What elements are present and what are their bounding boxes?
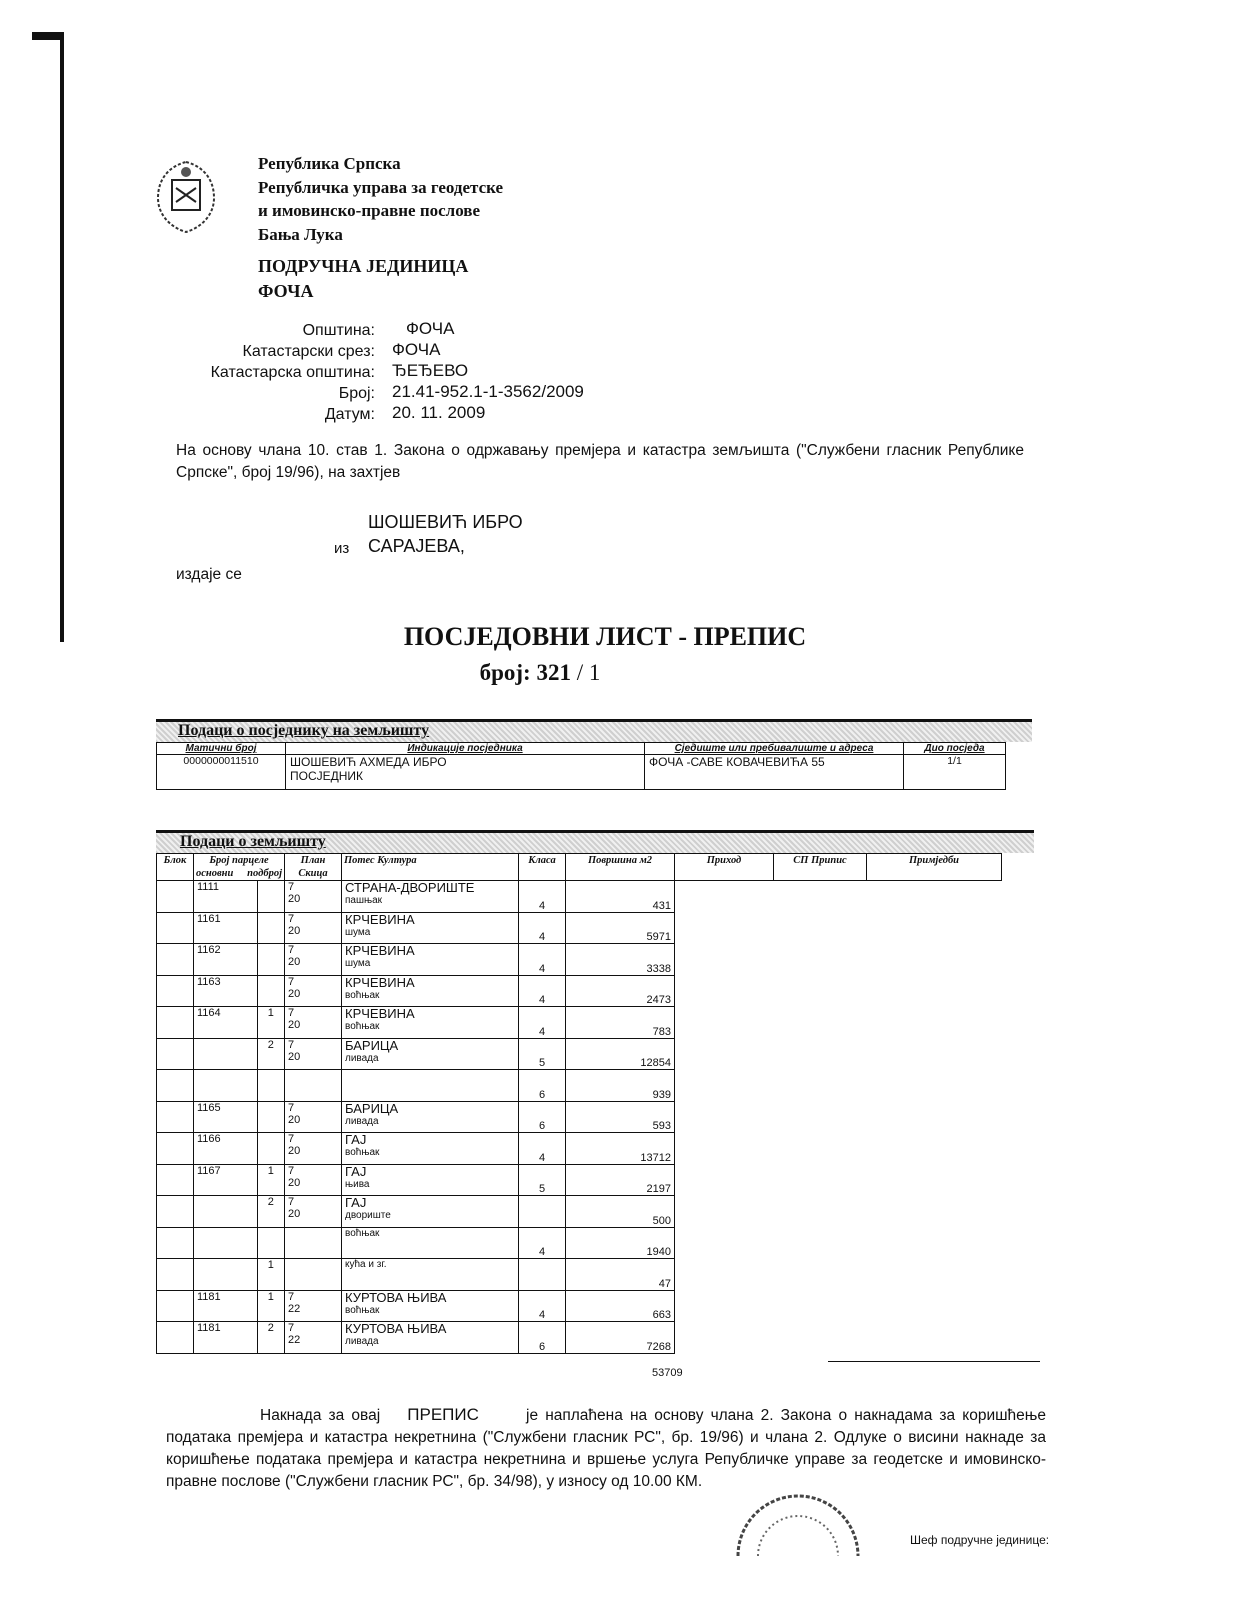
cell-income [675, 1259, 774, 1291]
cell-blok [157, 881, 194, 913]
cell-blok [157, 1196, 194, 1228]
table-row [157, 975, 1002, 1007]
table-row [157, 912, 1002, 944]
cell-potes [342, 1101, 519, 1133]
cell-sp [774, 1290, 867, 1322]
cell-sp [774, 1038, 867, 1070]
cell-potes [342, 1133, 519, 1165]
meta-labels [150, 320, 375, 425]
cell-sp [774, 912, 867, 944]
fee-paragraph [166, 1404, 1046, 1493]
cell-plan [285, 1259, 342, 1291]
cell-parcel-base [194, 1227, 258, 1259]
plan-number: 7 [288, 1196, 295, 1208]
cell-parcel-base: 1166 [194, 1133, 258, 1165]
header-line: Бања Лука [258, 224, 343, 244]
unit-line: ПОДРУЧНА ЈЕДИНИЦА [258, 256, 469, 276]
col-parcel-base: основни [196, 868, 234, 879]
cell-sp [774, 1070, 867, 1102]
requester-name: ШОШЕВИЋ ИБРО [368, 512, 523, 532]
owner-role: ПОСЈЕДНИК [290, 769, 364, 783]
table-row [157, 881, 1002, 913]
culture-name: шума [345, 926, 371, 938]
culture-name: воћњак [345, 1304, 380, 1316]
cell-parcel-base: 1165 [194, 1101, 258, 1133]
cell-income [675, 1322, 774, 1354]
cell-klasa: 4 [519, 944, 566, 976]
cell-potes [342, 881, 519, 913]
cell-plan [285, 1164, 342, 1196]
plan-number: 7 [288, 1038, 295, 1051]
cell-parcel-sub [257, 881, 284, 913]
cell-income [675, 1007, 774, 1039]
cell-potes [342, 1038, 519, 1070]
cell-plan [285, 1038, 342, 1070]
owner-section-title: Подаци о посједнику на земљишту [178, 722, 430, 739]
cell-notes [867, 912, 1002, 944]
table-row [157, 1133, 1002, 1165]
cell-area: 1940 [566, 1227, 675, 1259]
culture-name: воћњак [345, 989, 380, 1001]
cell-potes [342, 1290, 519, 1322]
cell-sp [774, 881, 867, 913]
cell-parcel-base [194, 1259, 258, 1291]
cell-parcel-sub [257, 1133, 284, 1165]
table-row [157, 1196, 1002, 1228]
cell-parcel-base: 1161 [194, 912, 258, 944]
cell-parcel-sub [257, 1101, 284, 1133]
owner-header-share: Дио посједа [904, 743, 1006, 755]
cell-area: 783 [566, 1007, 675, 1039]
cell-plan [285, 1227, 342, 1259]
cell-parcel-base: 1181 [194, 1290, 258, 1322]
cell-sp [774, 1322, 867, 1354]
cell-parcel-sub: 2 [257, 1038, 284, 1070]
cell-notes [867, 1038, 1002, 1070]
plan-number: 7 [288, 1133, 295, 1145]
table-row [157, 1070, 1002, 1102]
cell-blok [157, 944, 194, 976]
cell-income [675, 1227, 774, 1259]
cell-parcel-sub: 2 [257, 1196, 284, 1228]
sketch-number: 20 [288, 1050, 301, 1063]
date-label: Датум: [324, 406, 375, 423]
number-value: 321 [536, 660, 571, 685]
col-parcel-label: Број парцеле [209, 855, 269, 866]
header-line: Републичка управа за геодетске [258, 177, 504, 197]
cell-klasa: 4 [519, 975, 566, 1007]
culture-name: ливада [345, 1115, 379, 1127]
potes-name: ГАЈ [345, 1163, 367, 1179]
cell-sp [774, 1133, 867, 1165]
total-area: 53709 [652, 1367, 683, 1379]
coat-of-arms-icon [152, 158, 220, 234]
sketch-number: 22 [288, 1334, 301, 1346]
cell-area: 939 [566, 1070, 675, 1102]
cell-plan [285, 1290, 342, 1322]
culture-name: ливада [345, 1336, 379, 1347]
cell-notes [867, 1227, 1002, 1259]
plan-number: 7 [288, 1290, 295, 1303]
owner-header-id: Матични број [157, 743, 286, 755]
cell-income [675, 912, 774, 944]
date-value: 20. 11. 2009 [392, 403, 486, 422]
cell-blok [157, 1007, 194, 1039]
cell-parcel-sub: 1 [257, 1259, 284, 1291]
document-number [0, 660, 1080, 686]
col-income: Приход [675, 854, 774, 881]
potes-name: ГАЈ [345, 1132, 367, 1147]
cell-plan [285, 1101, 342, 1133]
header-line: Република Српска [258, 154, 401, 173]
requester-from-label: из [334, 540, 350, 557]
owner-address: ФОЧА -САВЕ КОВАЧЕВИЋА 55 [645, 755, 904, 790]
cell-klasa: 5 [519, 1164, 566, 1196]
cell-area: 2197 [566, 1164, 675, 1196]
cell-blok [157, 1322, 194, 1354]
issued-text: издаје се [176, 566, 242, 583]
intro-paragraph: На основу члана 10. став 1. Закона о одржавању премјера и катастра земљишта ("Службени гласник Републике Српске", број 19/96), на захтјев [176, 442, 1024, 481]
cell-potes [342, 912, 519, 944]
cell-potes [342, 1164, 519, 1196]
cell-parcel-sub [257, 1227, 284, 1259]
cell-blok [157, 1227, 194, 1259]
cell-potes [342, 1070, 519, 1102]
cell-klasa: 4 [519, 1290, 566, 1322]
cell-klasa: 6 [519, 1322, 566, 1354]
col-parcel-subno: подброј [247, 868, 282, 879]
land-table [156, 853, 1002, 1354]
cell-income [675, 881, 774, 913]
potes-name: КРЧЕВИНА [345, 1006, 415, 1021]
cell-sp [774, 1196, 867, 1228]
cell-area: 12854 [566, 1038, 675, 1070]
cell-plan [285, 1133, 342, 1165]
sketch-number: 20 [288, 1145, 301, 1157]
cell-area: 663 [566, 1290, 675, 1322]
col-parcel [194, 854, 285, 881]
col-plan: План Скица [285, 854, 342, 881]
signature-label: Шеф подручне јединице: [910, 1533, 1050, 1547]
potes-name: КУРТОВА ЊИВА [345, 1321, 447, 1336]
potes-name: БАРИЦА [345, 1037, 399, 1053]
cell-blok [157, 1133, 194, 1165]
owner-section-bar [156, 719, 1032, 742]
cell-klasa: 5 [519, 1038, 566, 1070]
owner-share: 1/1 [904, 755, 1006, 790]
table-row [157, 1007, 1002, 1039]
cell-parcel-base: 1181 [194, 1322, 258, 1354]
cell-area: 5971 [566, 912, 675, 944]
potes-name: КРЧЕВИНА [345, 911, 415, 927]
cell-sp [774, 1164, 867, 1196]
cell-parcel-base: 1167 [194, 1164, 258, 1196]
potes-name: КРЧЕВИНА [345, 943, 415, 958]
cadastral-label: Катастарска општина: [210, 364, 375, 381]
table-row [157, 1290, 1002, 1322]
owner-name: ШОШЕВИЋ АХМЕДА ИБРО [290, 755, 447, 769]
cell-area: 2473 [566, 975, 675, 1007]
cell-parcel-base: 1111 [194, 881, 258, 913]
cell-blok [157, 1259, 194, 1291]
cell-income [675, 944, 774, 976]
plan-number: 7 [288, 1101, 295, 1114]
cell-plan [285, 975, 342, 1007]
cell-parcel-base [194, 1038, 258, 1070]
cell-parcel-base: 1163 [194, 975, 258, 1007]
cell-income [675, 1101, 774, 1133]
regional-unit [258, 254, 468, 304]
cell-plan [285, 1322, 342, 1354]
owner-name-cell [286, 755, 645, 790]
cell-parcel-sub: 1 [257, 1290, 284, 1322]
plan-number: 7 [288, 944, 295, 956]
cell-blok [157, 1290, 194, 1322]
cell-blok [157, 1101, 194, 1133]
owner-id: 0000000011510 [157, 755, 286, 790]
cell-parcel-base [194, 1196, 258, 1228]
culture-name: ливада [345, 1052, 379, 1064]
cell-plan [285, 912, 342, 944]
owner-header-name: Индикације посједника [286, 743, 645, 755]
cell-blok [157, 1164, 194, 1196]
cell-plan [285, 1196, 342, 1228]
owner-section [156, 719, 1032, 790]
header-line: и имовинско-правне послове [258, 201, 481, 220]
col-blok: Блок [157, 854, 194, 881]
cell-plan [285, 1070, 342, 1102]
fee-rest: је наплаћена на основу члана 2. Закона о накнадама за коришћење података премјера и катастра некретнина ("Службени гласник РС", бр. 19/96) и члана 2. Одлуке о висини накнаде за коришћење података премјера и катастра некретнина и вршење услуга Републичке управе за геодетске и имовинско-правне послове ("Службени гласник РС", бр. 34/98), у износу од 10.00 КМ. [166, 1407, 1047, 1490]
meta-values [392, 318, 584, 423]
culture-name: шума [345, 958, 371, 969]
potes-name: СТРАНА-ДВОРИШТЕ [345, 880, 475, 895]
cell-area: 593 [566, 1101, 675, 1133]
sketch-number: 20 [288, 924, 301, 937]
cell-income [675, 1196, 774, 1228]
cell-parcel-sub [257, 975, 284, 1007]
sketch-number: 22 [288, 1302, 301, 1315]
cell-notes [867, 1322, 1002, 1354]
cell-sp [774, 1101, 867, 1133]
cell-notes [867, 1101, 1002, 1133]
cell-blok [157, 1070, 194, 1102]
issuer-header [258, 152, 503, 246]
col-notes: Примједби [867, 854, 1002, 881]
cell-klasa [519, 1196, 566, 1228]
table-row [157, 1322, 1002, 1354]
culture-name: кућа и зг. [345, 1259, 387, 1270]
col-klasa: Класа [519, 854, 566, 881]
cell-blok [157, 912, 194, 944]
culture-name: воћњак [345, 1147, 380, 1158]
potes-name: БАРИЦА [345, 1100, 399, 1116]
table-row [157, 1101, 1002, 1133]
owner-header-address: Сједиште или пребивалиште и адреса [645, 743, 904, 755]
potes-name: КУРТОВА ЊИВА [345, 1289, 447, 1305]
cell-area: 47 [566, 1259, 675, 1291]
cell-parcel-base: 1162 [194, 944, 258, 976]
unit-line: ФОЧА [258, 281, 314, 301]
district-value: ФОЧА [392, 340, 441, 359]
cell-plan [285, 1007, 342, 1039]
sketch-number: 20 [288, 1113, 301, 1126]
cell-potes [342, 944, 519, 976]
sketch-number: 20 [288, 1019, 301, 1031]
cell-parcel-sub [257, 912, 284, 944]
col-sp: СП Припис [774, 854, 867, 881]
cell-klasa: 4 [519, 1133, 566, 1165]
cell-notes [867, 1259, 1002, 1291]
cell-sp [774, 1227, 867, 1259]
municipality-value: ФОЧА [406, 319, 455, 338]
cell-klasa: 4 [519, 1227, 566, 1259]
cell-parcel-sub [257, 944, 284, 976]
cell-blok [157, 1038, 194, 1070]
sketch-number: 20 [288, 956, 301, 968]
cell-parcel-sub [257, 1070, 284, 1102]
cell-notes [867, 1133, 1002, 1165]
cell-parcel-base: 1164 [194, 1007, 258, 1039]
sketch-number: 20 [288, 1176, 301, 1189]
cell-income [675, 1038, 774, 1070]
closing-rule [828, 1361, 1040, 1362]
cell-sp [774, 944, 867, 976]
cell-klasa [519, 1259, 566, 1291]
land-section-title: Подаци о земљишту [180, 833, 326, 850]
cell-notes [867, 1007, 1002, 1039]
cell-area: 13712 [566, 1133, 675, 1165]
cell-sp [774, 975, 867, 1007]
culture-name: воћњак [345, 1021, 380, 1032]
cell-sp [774, 1259, 867, 1291]
cell-parcel-sub: 1 [257, 1007, 284, 1039]
potes-name: ГАЈ [345, 1195, 367, 1210]
fee-start: Накнада за овај [260, 1407, 381, 1424]
plan-number: 7 [288, 912, 295, 925]
cell-income [675, 1133, 774, 1165]
table-row [157, 1164, 1002, 1196]
col-area: Површина м2 [566, 854, 675, 881]
cell-area: 431 [566, 881, 675, 913]
cell-notes [867, 1196, 1002, 1228]
cell-notes [867, 1164, 1002, 1196]
fee-doc: ПРЕПИС [407, 1405, 479, 1424]
sketch-number: 20 [288, 893, 301, 905]
cell-notes [867, 944, 1002, 976]
cell-parcel-sub: 2 [257, 1322, 284, 1354]
cell-income [675, 1164, 774, 1196]
sketch-number: 20 [288, 987, 301, 1000]
cell-potes [342, 1322, 519, 1354]
scan-edge-line [60, 32, 64, 642]
cell-area: 3338 [566, 944, 675, 976]
cadastral-value: ЂЕЂЕВО [392, 361, 469, 380]
cell-plan [285, 944, 342, 976]
requester-city: САРАЈЕВА, [368, 536, 465, 556]
potes-name: КРЧЕВИНА [345, 974, 415, 990]
cell-potes [342, 1259, 519, 1291]
land-section [156, 830, 1034, 1354]
cell-notes [867, 881, 1002, 913]
cell-blok [157, 975, 194, 1007]
cell-parcel-base [194, 1070, 258, 1102]
number-label: број: [479, 660, 531, 685]
table-row [157, 1038, 1002, 1070]
col-potes: Потес Култура [342, 854, 519, 881]
cell-potes [342, 1227, 519, 1259]
table-row [157, 1259, 1002, 1291]
official-stamp-icon [728, 1486, 868, 1556]
cell-klasa: 6 [519, 1101, 566, 1133]
cell-sp [774, 1007, 867, 1039]
cell-potes [342, 975, 519, 1007]
cell-potes [342, 1007, 519, 1039]
district-label: Катастарски срез: [242, 343, 375, 360]
cell-klasa: 4 [519, 912, 566, 944]
plan-number: 7 [288, 975, 295, 988]
cell-notes [867, 1070, 1002, 1102]
cell-area: 7268 [566, 1322, 675, 1354]
table-row [157, 944, 1002, 976]
number-suffix: / 1 [576, 660, 601, 685]
cell-klasa: 4 [519, 881, 566, 913]
culture-name: двориште [345, 1210, 391, 1221]
cell-plan [285, 881, 342, 913]
culture-name: њива [345, 1178, 370, 1190]
cell-potes [342, 1196, 519, 1228]
cell-notes [867, 1290, 1002, 1322]
plan-number: 7 [288, 881, 295, 893]
plan-number: 7 [288, 1007, 295, 1019]
document-title: ПОСЈЕДОВНИ ЛИСТ - ПРЕПИС [403, 622, 807, 651]
cell-klasa: 4 [519, 1007, 566, 1039]
cell-notes [867, 975, 1002, 1007]
owner-table [156, 742, 1006, 790]
table-row [157, 1227, 1002, 1259]
cell-income [675, 975, 774, 1007]
cell-area: 500 [566, 1196, 675, 1228]
culture-name: воћњак [345, 1227, 380, 1239]
cell-parcel-sub: 1 [257, 1164, 284, 1196]
cell-income [675, 1070, 774, 1102]
plan-number: 7 [288, 1164, 295, 1177]
number-label: Број: [338, 385, 375, 402]
cell-klasa: 6 [519, 1070, 566, 1102]
col-parcel-sub [194, 867, 284, 880]
plan-number: 7 [288, 1322, 295, 1334]
land-section-bar [156, 830, 1034, 853]
municipality-label: Општина: [302, 322, 375, 339]
cell-income [675, 1290, 774, 1322]
number-value: 21.41-952.1-1-3562/2009 [392, 382, 584, 401]
culture-name: пашњак [345, 895, 383, 906]
sketch-number: 20 [288, 1208, 301, 1220]
